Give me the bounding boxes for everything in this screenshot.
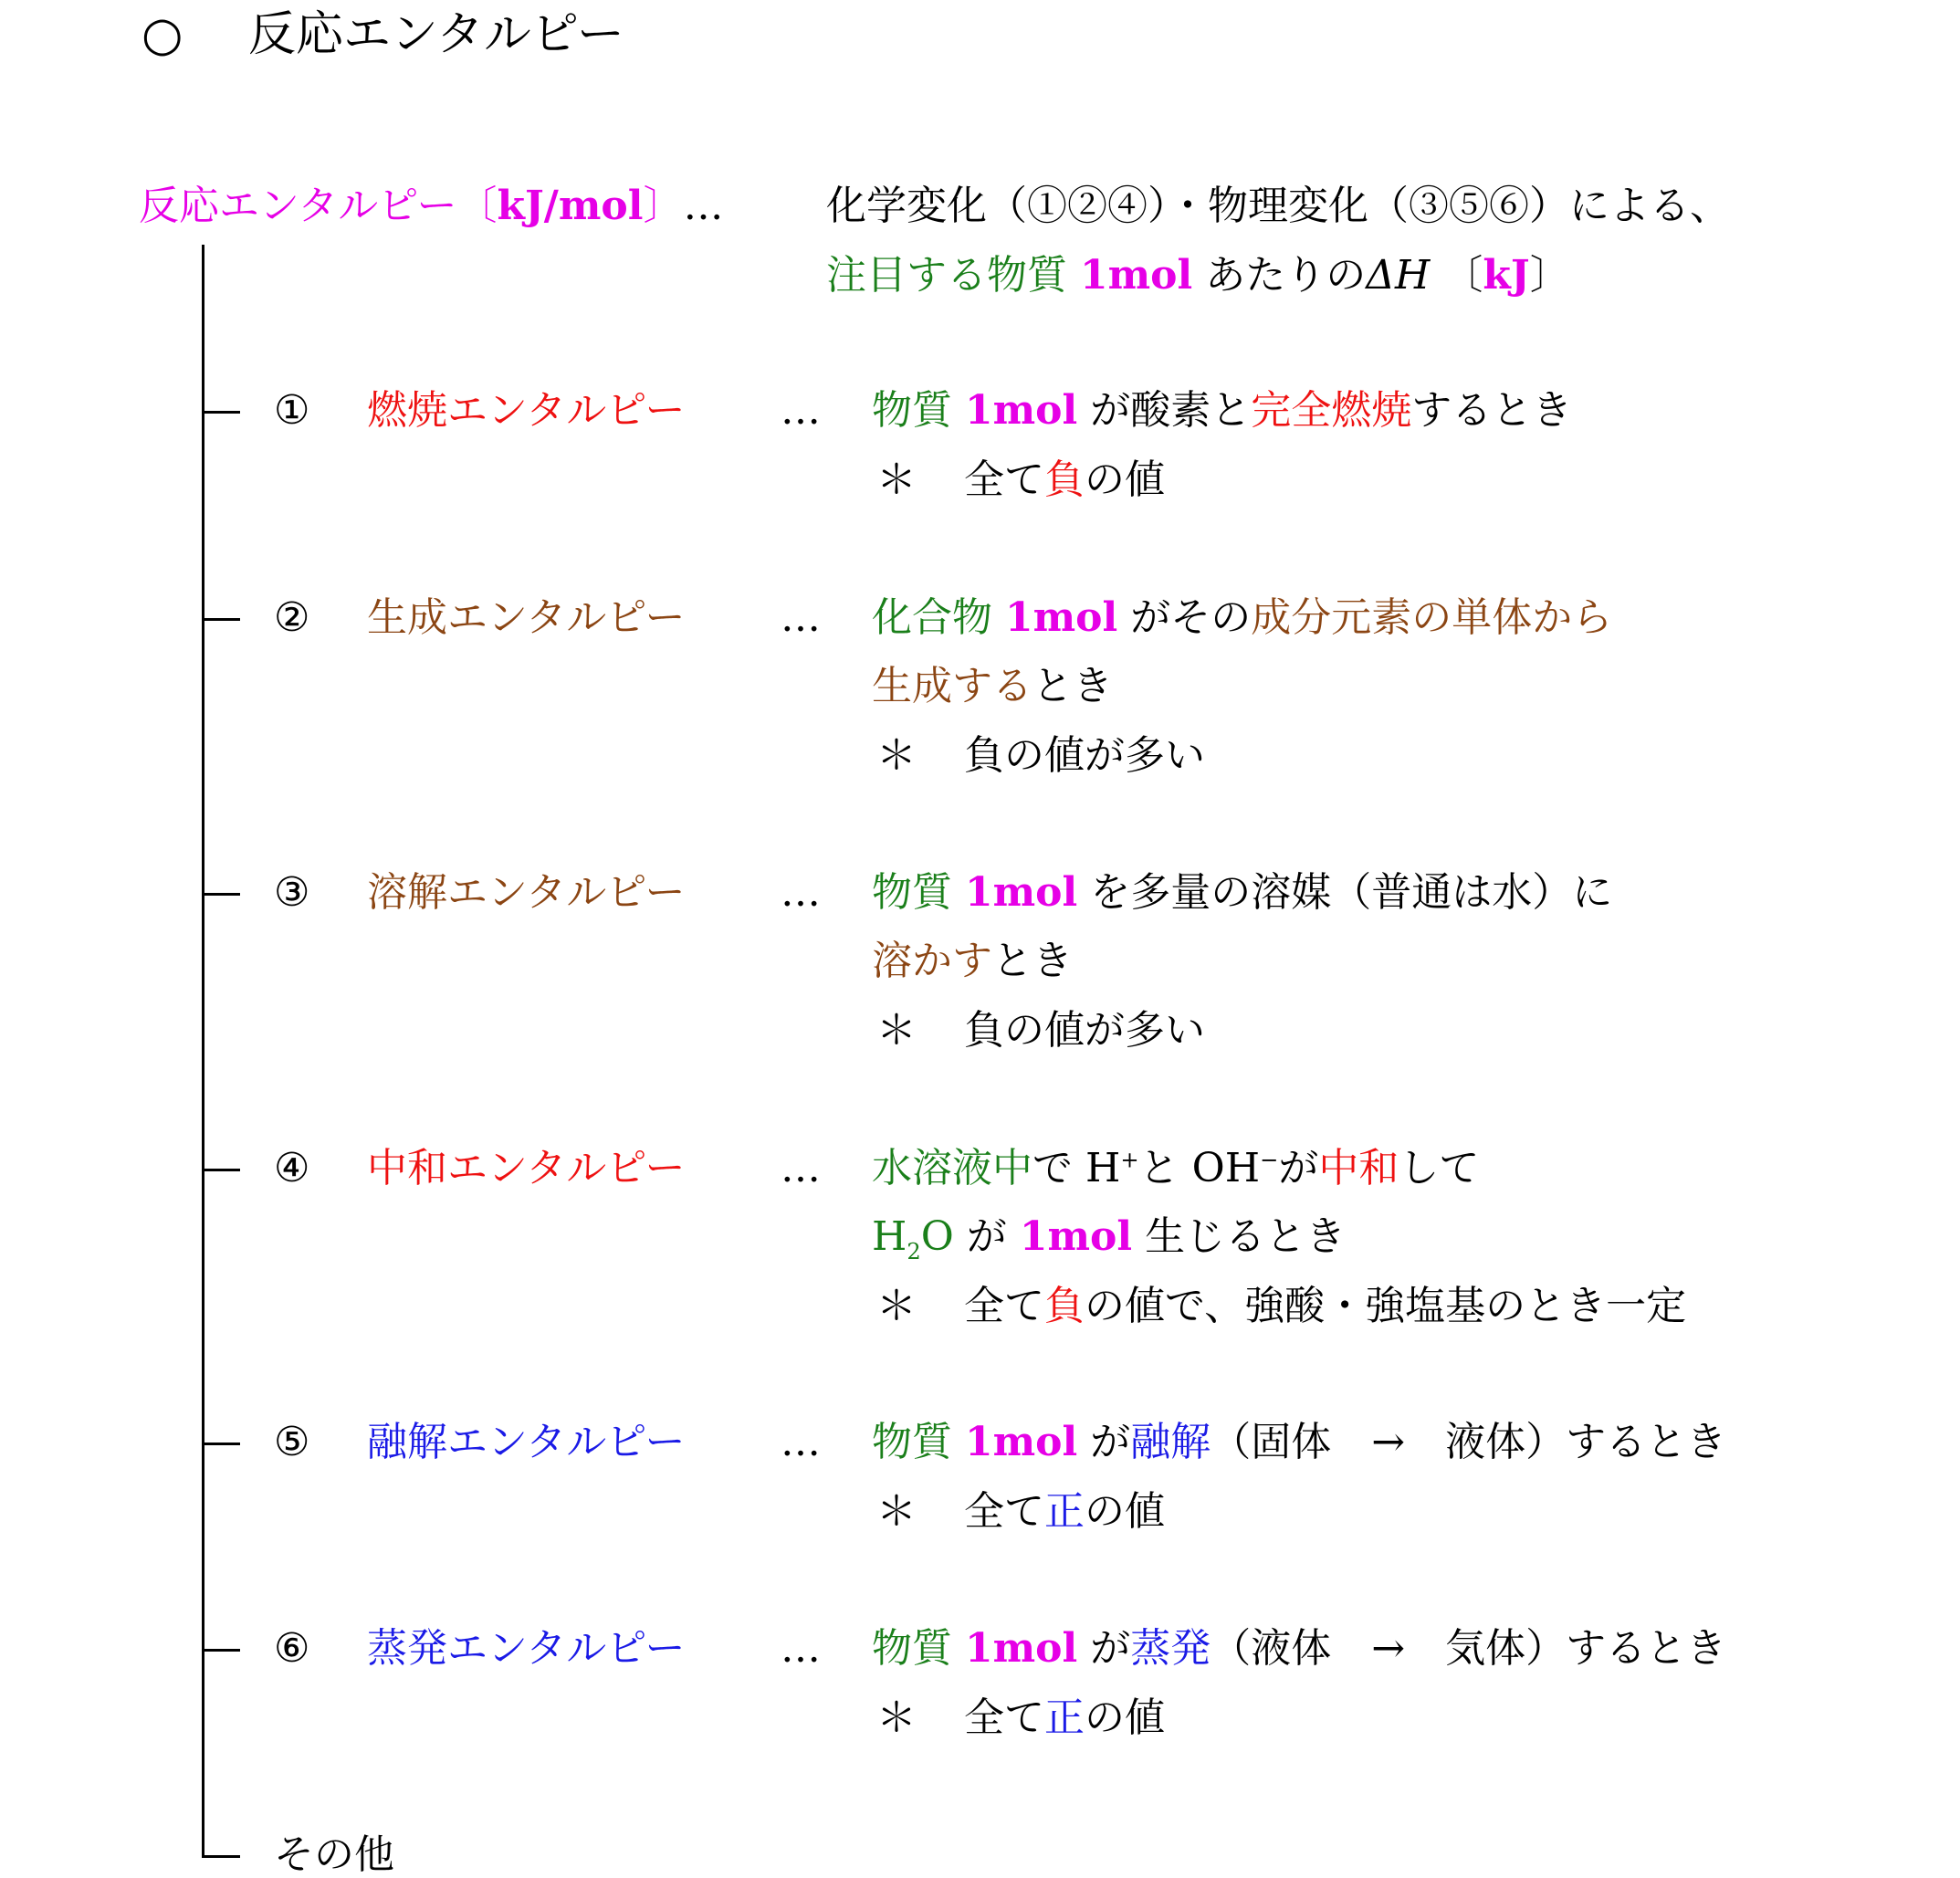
intro-target-substance: 注目する物質 — [826, 252, 1067, 299]
intro-line1: 化学変化（①②④）・物理変化（③⑤⑥）による、 — [826, 183, 1730, 229]
item-description — [872, 1625, 1727, 1672]
desc-part: 物質 — [872, 1625, 952, 1672]
note-sign: 負 — [1044, 456, 1085, 503]
formula-charge: − — [1260, 1147, 1279, 1173]
desc-part: （液体 → 気体）するとき — [1211, 1625, 1727, 1672]
intro-unit: kJ/mol — [497, 183, 644, 229]
note-part: 全て — [964, 1694, 1044, 1741]
formula-oh: OH — [1191, 1145, 1261, 1191]
item-number: ② — [274, 594, 310, 641]
desc-part: が — [1090, 1419, 1131, 1465]
intro-delta-h: ΔH — [1366, 252, 1431, 299]
note-mark: ＊ — [876, 732, 917, 779]
tree-branch-6 — [202, 1649, 240, 1652]
desc-mol: 1mol — [965, 1419, 1078, 1465]
intro-per: あたりの — [1205, 252, 1367, 299]
desc-part: 生じるとき — [1145, 1213, 1347, 1260]
item-description — [872, 594, 1613, 641]
item-number: ⑥ — [274, 1625, 310, 1672]
item-note — [964, 1694, 1165, 1741]
note-part: 全て — [964, 456, 1044, 503]
item-ellipsis: … — [781, 1145, 821, 1191]
item-description — [872, 869, 1613, 916]
tree-branch-4 — [202, 1169, 240, 1171]
note-mark: ＊ — [876, 1488, 917, 1535]
note-part: 全て — [964, 1283, 1044, 1329]
desc-highlight: 完全燃焼 — [1251, 387, 1412, 434]
note-part: の値 — [1085, 1694, 1165, 1741]
desc-part: とき — [1032, 663, 1113, 709]
desc-part: とき — [992, 938, 1073, 984]
item-number: ① — [274, 387, 310, 434]
desc-part: が — [1278, 1145, 1319, 1191]
desc-part: で — [1032, 1145, 1073, 1191]
item-description-line2 — [872, 1213, 1347, 1264]
desc-part: が酸素と — [1090, 387, 1252, 434]
tree-branch-3 — [202, 893, 240, 896]
page-title: 反応エンタルピー — [248, 7, 624, 62]
desc-mol: 1mol — [965, 869, 1078, 916]
item-number: ③ — [274, 869, 310, 916]
note-sign: 正 — [1044, 1488, 1085, 1535]
item-note — [964, 456, 1165, 503]
desc-part: （固体 → 液体）するとき — [1211, 1419, 1727, 1465]
tree-branch-1 — [202, 411, 240, 414]
item-name: 溶解エンタルピー — [367, 869, 686, 916]
item-description — [872, 1145, 1480, 1191]
desc-mol: 1mol — [1005, 594, 1118, 641]
desc-highlight: 中和 — [1318, 1145, 1399, 1191]
desc-highlight: 成分元素の単体から — [1251, 594, 1613, 641]
item-ellipsis: … — [781, 387, 821, 434]
note-sign: 負 — [1044, 1283, 1085, 1329]
note-sign: 正 — [1044, 1694, 1085, 1741]
item-number: ⑤ — [274, 1419, 310, 1465]
tree-branch-2 — [202, 618, 240, 621]
desc-part: 物質 — [872, 387, 952, 434]
formula-subscript: 2 — [907, 1238, 921, 1264]
item-name: 融解エンタルピー — [367, 1419, 686, 1465]
note-part: の値 — [1085, 1488, 1165, 1535]
desc-part: がその — [1130, 594, 1252, 641]
intro-definition — [139, 183, 724, 229]
formula-charge: + — [1120, 1147, 1139, 1173]
item-ellipsis: … — [781, 594, 821, 641]
item-ellipsis: … — [781, 1419, 821, 1465]
desc-part: 化合物 — [872, 594, 992, 641]
heading-bullet: ○ — [141, 7, 183, 62]
tree-branch-5 — [202, 1443, 240, 1445]
desc-part: して — [1399, 1145, 1480, 1191]
intro-mol: 1mol — [1080, 252, 1193, 299]
desc-highlight: 融解 — [1130, 1419, 1211, 1465]
item-note: 負の値が多い — [964, 1007, 1205, 1054]
item-name: 蒸発エンタルピー — [367, 1625, 686, 1672]
item-description-line2 — [872, 663, 1113, 709]
formula-o: O — [920, 1213, 954, 1260]
item-note: 負の値が多い — [964, 732, 1205, 779]
item-name: 中和エンタルピー — [367, 1145, 686, 1191]
item-name: 生成エンタルピー — [367, 594, 686, 641]
desc-highlight: 蒸発 — [1130, 1625, 1211, 1672]
item-note — [964, 1283, 1687, 1329]
intro-line2 — [826, 252, 1570, 299]
item-ellipsis: … — [781, 1625, 821, 1672]
intro-term-close: 〕 — [643, 183, 684, 229]
item-description — [872, 1419, 1727, 1465]
item-note — [964, 1488, 1165, 1535]
desc-highlight: 溶かす — [872, 938, 992, 984]
desc-mol: 1mol — [1019, 1213, 1133, 1260]
item-number: ④ — [274, 1145, 310, 1191]
desc-part: 水溶液中 — [872, 1145, 1032, 1191]
desc-part: を多量の溶媒（普通は水）に — [1090, 869, 1613, 916]
note-part: の値で、強酸・強塩基のとき一定 — [1085, 1283, 1687, 1329]
intro-kj: kJ — [1483, 252, 1530, 299]
desc-part: 物質 — [872, 869, 952, 916]
intro-ellipsis: … — [683, 183, 724, 229]
intro-term: 反応エンタルピー〔 — [139, 183, 498, 229]
item-description — [872, 387, 1573, 434]
tree-vertical-line — [202, 245, 204, 1858]
desc-part: が — [966, 1213, 1007, 1260]
desc-part: が — [1090, 1625, 1131, 1672]
desc-highlight: 生成する — [872, 663, 1032, 709]
item-name: 燃焼エンタルピー — [367, 387, 686, 434]
desc-part: と — [1138, 1145, 1179, 1191]
tree-branch-other — [202, 1855, 240, 1858]
note-part: 全て — [964, 1488, 1044, 1535]
formula-h: H — [1085, 1145, 1121, 1191]
note-mark: ＊ — [876, 1283, 917, 1329]
desc-part: 物質 — [872, 1419, 952, 1465]
other-label: その他 — [274, 1831, 394, 1878]
note-mark: ＊ — [876, 1694, 917, 1741]
item-ellipsis: … — [781, 869, 821, 916]
item-description-line2 — [872, 938, 1073, 984]
desc-part: するとき — [1411, 387, 1573, 434]
intro-bracket-close: 〕 — [1529, 252, 1570, 299]
note-part: の値 — [1085, 456, 1165, 503]
intro-bracket-open: 〔 — [1442, 252, 1483, 299]
formula-h: H — [872, 1213, 907, 1260]
note-mark: ＊ — [876, 456, 917, 503]
desc-mol: 1mol — [965, 387, 1078, 434]
desc-mol: 1mol — [965, 1625, 1078, 1672]
note-mark: ＊ — [876, 1007, 917, 1054]
